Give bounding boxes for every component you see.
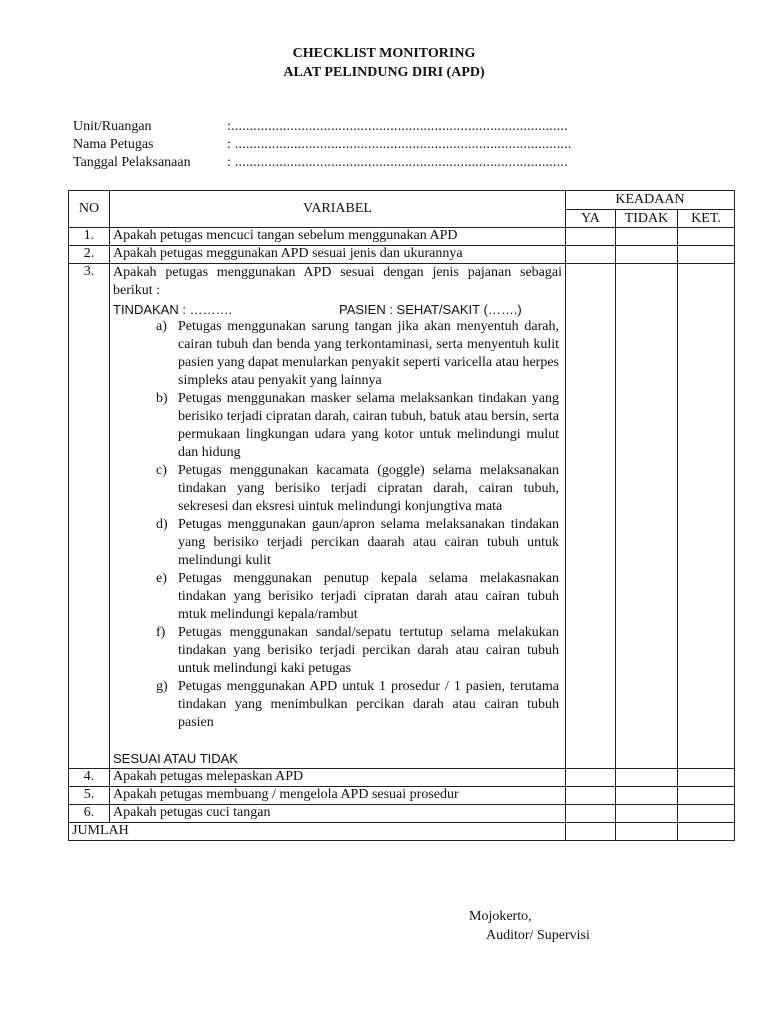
row-question: Apakah petugas meggunakan APD sesuai jenis dan ukurannya — [110, 246, 566, 264]
row-number: 2. — [69, 246, 110, 264]
list-marker: a) — [156, 319, 167, 334]
row-number: 5. — [69, 787, 110, 805]
list-item-text: Petugas menggunakan sandal/sepatu tertutup selama melakukan tindakan yang berisiko terjadi percikan darah atau cairan tubuh untuk melindungi kaki petugas — [178, 625, 559, 676]
row-number: 4. — [69, 769, 110, 787]
cell-tidak[interactable] — [616, 787, 678, 805]
list-item — [156, 390, 559, 462]
list-marker: e) — [156, 571, 167, 586]
list-item-text: Petugas menggunakan gaun/apron selama melaksanakan tindakan yang berisiko terjadi percikan daarah atau cairan tubuh untuk melindungi kulit — [178, 517, 559, 568]
row-question: Apakah petugas membuang / mengelola APD sesuai prosedur — [110, 787, 566, 805]
tanggal-field[interactable]: : .......................................................................................... — [227, 155, 568, 170]
tindakan-pasien-line — [113, 300, 562, 318]
document-title: CHECKLIST MONITORING — [292, 46, 476, 61]
table-row — [69, 805, 735, 823]
list-item — [156, 570, 559, 624]
tanggal-label: Tanggal Pelaksanaan — [73, 155, 191, 170]
signature-place: Mojokerto, — [469, 909, 532, 924]
cell-tidak[interactable] — [616, 264, 678, 769]
header-variabel: VARIABEL — [110, 191, 566, 228]
info-row-nama — [73, 137, 572, 153]
list-item — [156, 318, 559, 390]
sesuai-atau-tidak-label: SESUAI ATAU TIDAK — [113, 751, 238, 766]
cell-ket-total[interactable] — [678, 823, 735, 841]
document-subtitle: ALAT PELINDUNG DIRI (APD) — [283, 65, 485, 80]
list-item — [156, 624, 559, 678]
cell-tidak[interactable] — [616, 246, 678, 264]
list-item-text: Petugas menggunakan sarung tangan jika akan menyentuh darah, cairan tubuh dan benda yang terkontaminasi, serta menyentuh kulit pasien yang dapat menularkan penyakit seperti varicella atau herpes simpleks atau penyakit yang lainnya — [178, 319, 559, 388]
list-marker: c) — [156, 463, 167, 478]
cell-ya[interactable] — [566, 787, 616, 805]
row-question: Apakah petugas melepaskan APD — [110, 769, 566, 787]
cell-ket[interactable] — [678, 246, 735, 264]
row-question: Apakah petugas cuci tangan — [110, 805, 566, 823]
cell-ya[interactable] — [566, 805, 616, 823]
cell-ya-total[interactable] — [566, 823, 616, 841]
table-row — [69, 228, 735, 246]
list-item-text: Petugas menggunakan penutup kepala selama melakasnakan tindakan yang berisiko terjadi cipratan darah atau cairan tubuh mtuk melindungi kepala/rambut — [178, 571, 559, 622]
row-number: 3. — [69, 264, 110, 769]
list-marker: g) — [156, 679, 168, 694]
row-question: Apakah petugas menggunakan APD sesuai dengan jenis pajanan sebagai berikut : — [113, 265, 562, 298]
row-question: Apakah petugas mencuci tangan sebelum menggunakan APD — [110, 228, 566, 246]
unit-field[interactable]: :........................................................................................... — [227, 119, 568, 134]
cell-ket[interactable] — [678, 805, 735, 823]
header-no: NO — [69, 191, 110, 228]
table-row — [69, 769, 735, 787]
cell-ket[interactable] — [678, 228, 735, 246]
header-ket: KET. — [678, 210, 735, 228]
list-item — [156, 678, 559, 732]
nama-label: Nama Petugas — [73, 137, 154, 152]
jumlah-row — [69, 823, 735, 841]
nama-field[interactable]: : ........................................................................................... — [227, 137, 572, 152]
list-item-text: Petugas menggunakan masker selama melaksankan tindakan yang berisiko terjadi cipratan darah, cairan tubuh, batuk atau bersin, serta permukaan lingkungan udara yang kotor untuk melindungi mulut dan hidung — [178, 391, 559, 460]
signature-role: Auditor/ Supervisi — [486, 928, 590, 943]
cell-ket[interactable] — [678, 787, 735, 805]
table-row — [69, 787, 735, 805]
checklist-table — [68, 190, 735, 841]
table-row — [69, 264, 735, 769]
tindakan-field[interactable]: TINDAKAN : ………. — [113, 302, 233, 317]
list-item-text: Petugas menggunakan kacamata (goggle) selama melaksanakan tindakan yang berisiko terjadi cipratan darah, cairan tubuh, sekresesi dan eksresi uintuk melindungi konjungtiva mata — [178, 463, 559, 514]
cell-ya[interactable] — [566, 246, 616, 264]
pasien-field[interactable]: PASIEN : SEHAT/SAKIT (…….) — [339, 302, 522, 317]
table-row — [69, 246, 735, 264]
cell-ya[interactable] — [566, 264, 616, 769]
row-question-block — [110, 264, 566, 769]
list-item — [156, 462, 559, 516]
unit-label: Unit/Ruangan — [73, 119, 152, 134]
cell-ket[interactable] — [678, 264, 735, 769]
list-marker: b) — [156, 391, 168, 406]
list-marker: d) — [156, 517, 168, 532]
list-marker: f) — [156, 625, 166, 640]
cell-ya[interactable] — [566, 769, 616, 787]
cell-ya[interactable] — [566, 228, 616, 246]
list-item — [156, 516, 559, 570]
cell-tidak[interactable] — [616, 228, 678, 246]
header-tidak: TIDAK — [616, 210, 678, 228]
info-row-tanggal — [73, 155, 568, 171]
cell-tidak[interactable] — [616, 769, 678, 787]
header-keadaan: KEADAAN — [566, 191, 735, 210]
list-item-text: Petugas menggunakan APD untuk 1 prosedur / 1 pasien, terutama tindakan yang menimbulkan percikan darah atau cairan tubuh pasien — [178, 679, 559, 730]
cell-tidak[interactable] — [616, 805, 678, 823]
header-ya: YA — [566, 210, 616, 228]
row-number: 6. — [69, 805, 110, 823]
cell-ket[interactable] — [678, 769, 735, 787]
row-number: 1. — [69, 228, 110, 246]
apd-sub-list — [113, 318, 562, 732]
cell-tidak-total[interactable] — [616, 823, 678, 841]
jumlah-label: JUMLAH — [69, 823, 566, 841]
info-row-unit — [73, 119, 568, 135]
